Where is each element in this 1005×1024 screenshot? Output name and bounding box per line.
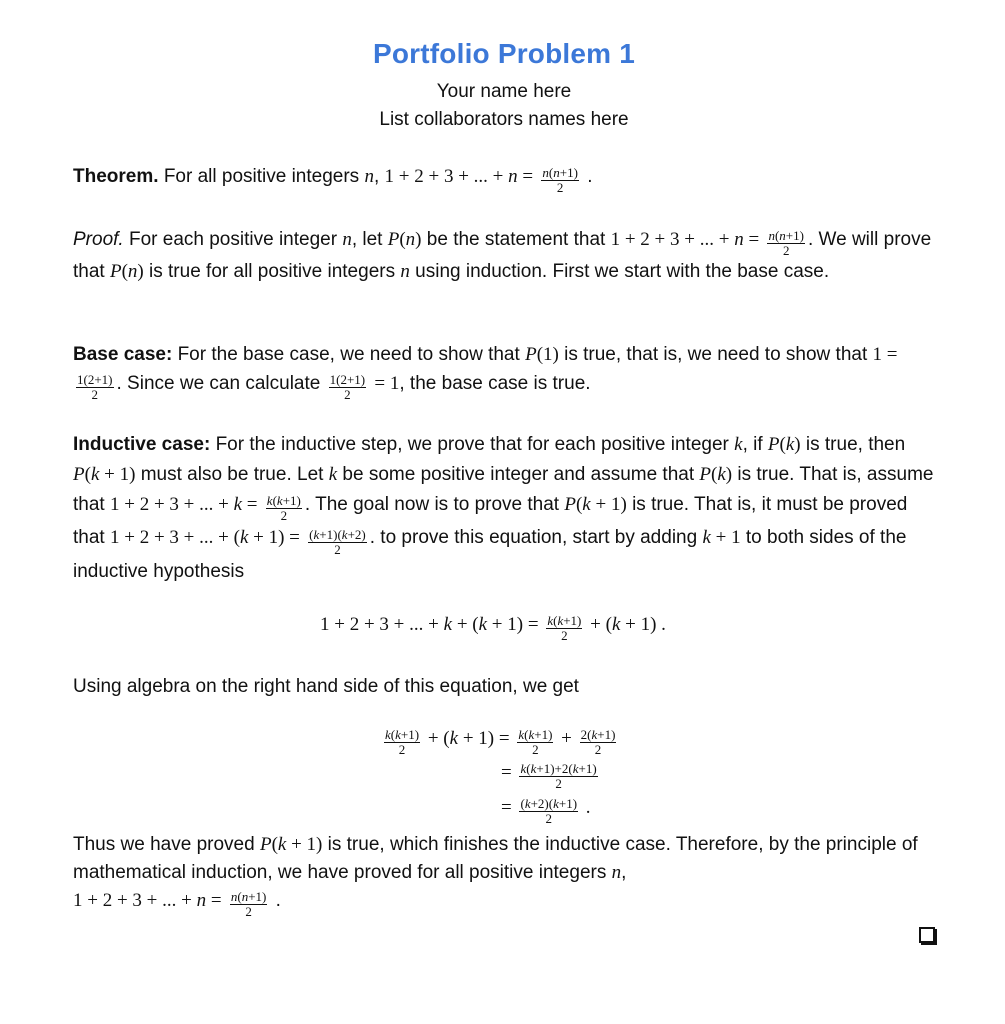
- base-text-4: , the base case is true.: [399, 372, 591, 394]
- proof-text-2: , let: [351, 229, 383, 250]
- author-name: Your name here: [436, 81, 572, 102]
- base-text-1: For the base case, we need to show that: [177, 344, 520, 365]
- theorem-text: For all positive integers: [163, 166, 360, 187]
- inductive-case-paragraph: Inductive case: For the inductive step, we prove that for each positive integer k, if P(k) is true, then P(k + 1) must also be true. Let k be some positive integer and assume that P(k) is true. That is, assume that 1 + 2 + 3 + ... + k = $\frac{k(k+1)}{2}$ . The goal now is to prove that P(k + 1) is true. That is, it must be proved that 1 + 2 + 3 + ... + (k + 1) = $\frac{(k+1)(k+2)}{2}$ . to prove this equation, start by adding k + 1 to both sides of the inductive hypothesis: [73, 434, 934, 582]
- proof-paragraph: Proof. For each positive integer n, let P(n) be the statement that 1 + 2 + 3 + ... + n = $\frac{n(n+1)}{2}$ . We will prove that P(n) is true for all positive integers n using induction. First we start with the base case.: [73, 228, 932, 283]
- algebra-line-3: = $\frac{(k+2)(k+1)}{2}$ .: [501, 796, 591, 827]
- theorem-fraction: $\frac{n(n+1)}{2}$: [542, 165, 578, 196]
- inductive-case-label: Inductive case:: [73, 434, 211, 455]
- inductive-text-6: is true. That is, assume that: [73, 464, 934, 515]
- proof-text-4: . We will prove that: [73, 229, 932, 283]
- conclusion-text-1: Thus we have proved: [73, 834, 255, 855]
- base-case-label: Base case:: [73, 344, 173, 365]
- proof-text-5: is true for all positive integers: [149, 261, 396, 283]
- inductive-text-4: must also be true. Let: [140, 464, 324, 485]
- base-text-3: . Since we can calculate: [116, 372, 321, 394]
- collaborators-line: List collaborators names here: [379, 109, 629, 130]
- inductive-text-2: , if: [742, 434, 763, 455]
- display-equation-hypothesis: 1 + 2 + 3 + ... + k + (k + 1) = $\frac{k(k+1)}{2}$ + (k + 1) .: [320, 613, 666, 644]
- proof-label: Proof.: [73, 229, 124, 250]
- inductive-text-10: to both sides of the inductive hypothesis: [73, 527, 907, 582]
- inductive-text-3: is true, then: [805, 434, 906, 455]
- inductive-text-8: is true. That is, it must be proved that: [73, 494, 908, 549]
- theorem-label: Theorem.: [73, 166, 159, 187]
- proof-text-3: be the statement that: [426, 229, 606, 250]
- inductive-text-7: . The goal now is to prove that: [304, 494, 560, 515]
- inductive-text-5: be some positive integer and assume that: [342, 464, 695, 485]
- theorem-paragraph: Theorem. For all positive integers n, 1 + 2 + 3 + ... + n = $\frac{n(n+1)}{2}$ .: [73, 165, 593, 196]
- conclusion-paragraph: Thus we have proved P(k + 1) is true, which finishes the inductive case. Therefore, by the principle of mathematical induction, we have proved for all positive integers n, 1 + 2 + 3 + ... + n = $\frac{n(n+1)}{2}$ .: [73, 834, 918, 920]
- page-title: Portfolio Problem 1: [372, 38, 636, 69]
- inductive-text-1: For the inductive step, we prove that for each positive integer: [215, 434, 729, 455]
- base-case-paragraph: Base case: For the base case, we need to show that P(1) is true, that is, we need to show that 1 = $\frac{1(2+1)}{2}$ . Since we can calculate $\frac{1(2+1)}{2}$ = 1, the base case is true.: [73, 344, 898, 402]
- algebra-intro: Using algebra on the right hand side of this equation, we get: [73, 676, 579, 697]
- conclusion-text-2: is true, which finishes the inductive case. Therefore, by the principle of mathematical induction, we have proved for all positive integers: [73, 834, 918, 883]
- base-text-2: is true, that is, we need to show that: [564, 344, 868, 365]
- algebra-line-2: = $\frac{k(k+1)+2(k+1)}{2}$: [501, 761, 597, 792]
- proof-text-6: using induction. First we start with the base case.: [415, 261, 830, 283]
- inductive-text-9: . to prove this equation, start by adding: [369, 527, 698, 549]
- qed-box-icon: [919, 927, 935, 943]
- proof-text-1: For each positive integer: [128, 229, 338, 250]
- algebra-line-1: $\frac{k(k+1)}{2}$ + (k + 1) = $\frac{k(k+1)}{2}$ + $\frac{2(k+1)}{2}$: [385, 727, 616, 758]
